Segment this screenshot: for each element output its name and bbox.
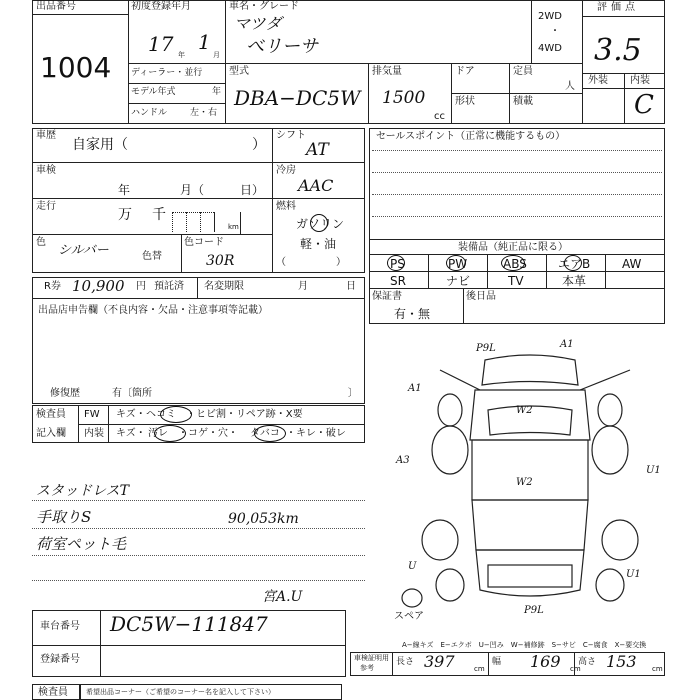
score-value: 3.5 bbox=[594, 33, 642, 68]
length-value: 397 bbox=[424, 652, 455, 671]
height-value: 153 bbox=[606, 652, 637, 671]
lot-number-label: 出品番号 bbox=[36, 1, 76, 12]
drive-dot: ・ bbox=[550, 26, 560, 37]
inspector-interior-item-3: ・コゲ・穴・ bbox=[178, 428, 238, 439]
displacement-unit: cc bbox=[434, 111, 445, 122]
score-label: 評価点 bbox=[597, 2, 639, 13]
sales-points-label: セールスポイント（正常に機能するもの） bbox=[376, 131, 566, 142]
history-label: 車歴 bbox=[36, 130, 56, 141]
name-change-day: 日 bbox=[346, 281, 356, 292]
equipment-label: 装備品（純正品に限る） bbox=[458, 242, 568, 253]
repair-value: 有〔箇所 bbox=[112, 388, 152, 399]
width-unit: cm bbox=[570, 665, 581, 673]
inspector-interior-item-5: ・キレ・破レ bbox=[286, 428, 346, 439]
length-label: 長さ bbox=[396, 657, 415, 667]
inspector-label-1: 検査員 bbox=[36, 409, 66, 420]
name-change-label: 名変期限 bbox=[204, 281, 244, 292]
ac-label: 冷房 bbox=[276, 165, 296, 176]
sales-points-box bbox=[369, 128, 665, 240]
mark-bottom-u1: U1 bbox=[626, 569, 641, 580]
mileage-label: 走行 bbox=[36, 201, 56, 212]
mark-top-right: A1 bbox=[560, 339, 574, 350]
recycle-unit: 円 bbox=[136, 281, 146, 292]
registration-number-label: 登録番号 bbox=[40, 654, 80, 665]
shift-label: シフト bbox=[276, 130, 306, 141]
history-box bbox=[32, 128, 273, 163]
footer-corner-label: 希望出品コーナー（ご希望のコーナー名を記入して下さい） bbox=[86, 688, 275, 696]
equipment-navi: ナビ bbox=[446, 274, 471, 288]
recycle-prefix: R券 bbox=[44, 281, 61, 292]
equipment-airbag: エアB bbox=[558, 257, 591, 271]
inspector-label-2: 記入欄 bbox=[36, 428, 66, 439]
inspection-month: 月（ bbox=[180, 183, 205, 197]
inspector-interior: 内装 bbox=[84, 428, 104, 439]
registration-year-value: 17 bbox=[148, 32, 174, 56]
equipment-tv: TV bbox=[508, 274, 524, 288]
name-change-month: 月 bbox=[298, 281, 308, 292]
declaration-label: 出品店申告欄（不良内容・欠品・注意事項等記載） bbox=[38, 305, 268, 316]
dimensions-label-1: 車検証明用 bbox=[354, 654, 389, 662]
shape-label: 形状 bbox=[455, 96, 475, 107]
equipment-sr: SR bbox=[390, 274, 406, 288]
handle-options: 左・右 bbox=[190, 108, 218, 118]
repair-close: 〕 bbox=[348, 388, 358, 399]
inspector-fw-item-1: キズ・ bbox=[116, 409, 146, 420]
damage-legend: A−線キズ E−エクボ U−凹み W−補修跡 S−サビ C−腐食 X−要交換 bbox=[402, 641, 647, 649]
ac-value: AAC bbox=[298, 176, 334, 195]
warranty-label: 保証書 bbox=[372, 291, 402, 302]
mileage-man: 万 bbox=[118, 207, 132, 223]
dimensions-label-2: 参考 bbox=[360, 664, 374, 672]
drive-4wd: 4WD bbox=[538, 43, 562, 54]
later-items-label: 後日品 bbox=[466, 291, 496, 302]
equipment-ps: PS bbox=[390, 257, 405, 271]
handle-label: ハンドル bbox=[131, 108, 168, 118]
model-year-label: モデル年式 bbox=[131, 87, 176, 97]
note-sign: 宮A.U bbox=[262, 589, 303, 605]
registration-month-value: 1 bbox=[198, 30, 211, 54]
mark-bottom-u: U bbox=[408, 561, 417, 572]
model-value: DBA−DC5W bbox=[234, 86, 361, 110]
width-label: 幅 bbox=[492, 657, 502, 667]
footer-inspector-label: 検査員 bbox=[38, 687, 68, 698]
note-mileage: 90,053km bbox=[228, 511, 299, 527]
chassis-value: DC5W−111847 bbox=[110, 612, 268, 636]
equipment-leather: 本革 bbox=[562, 274, 587, 288]
equipment-pw: PW bbox=[448, 257, 468, 271]
inspector-interior-item-4: タバコ bbox=[250, 428, 280, 439]
inspector-interior-item-2: 汚レ bbox=[148, 428, 168, 439]
registration-label: 初度登録年月 bbox=[131, 1, 191, 12]
spare-label: スペア bbox=[394, 611, 424, 622]
color-label: 色 bbox=[36, 237, 46, 248]
mark-top-left: P9L bbox=[476, 343, 496, 354]
inspection-day: 日） bbox=[240, 183, 265, 197]
note-line-1: スタッドレスT bbox=[36, 483, 129, 499]
mark-left-a1: A1 bbox=[408, 383, 422, 394]
registration-month-unit: 月 bbox=[213, 51, 220, 59]
note-line-3: 荷室ペット毛 bbox=[36, 535, 127, 553]
history-close: ） bbox=[252, 137, 266, 153]
color-change: 色替 bbox=[142, 251, 162, 262]
car-name-line2: べリーサ bbox=[246, 36, 318, 57]
car-name-line1: マツダ bbox=[234, 14, 282, 33]
mark-w2-mid: W2 bbox=[516, 477, 533, 488]
mileage-sen: 千 bbox=[152, 207, 166, 223]
equipment-aw: AW bbox=[622, 257, 642, 271]
height-unit: cm bbox=[652, 665, 663, 673]
color-code-label: 色コード bbox=[184, 237, 224, 248]
color-code-value: 30R bbox=[206, 253, 235, 269]
drive-2wd: 2WD bbox=[538, 11, 562, 22]
doors-label: ドア bbox=[455, 66, 475, 77]
mark-right-u1: U1 bbox=[646, 465, 661, 476]
displacement-value: 1500 bbox=[382, 88, 426, 108]
recycle-deposit: 預託済 bbox=[154, 281, 184, 292]
fuel-label: 燃料 bbox=[276, 201, 296, 212]
fuel-gasoline: ガソリン bbox=[296, 217, 345, 231]
chassis-label: 車台番号 bbox=[40, 621, 80, 632]
capacity-unit: 人 bbox=[565, 81, 575, 92]
score-interior-value: C bbox=[634, 90, 654, 120]
fuel-light-oil: 軽・油 bbox=[300, 237, 337, 251]
registration-year-unit: 年 bbox=[178, 51, 185, 59]
score-interior-label: 内装 bbox=[630, 75, 650, 86]
history-value: 自家用（ bbox=[72, 137, 128, 153]
shift-value: AT bbox=[306, 140, 329, 160]
inspector-fw-item-3: ・ヒビ割・リペア跡・X要 bbox=[186, 409, 303, 420]
displacement-label: 排気量 bbox=[372, 66, 402, 77]
lot-number-value: 1004 bbox=[40, 51, 112, 84]
equipment-abs: ABS bbox=[503, 257, 527, 271]
mileage-unit: km bbox=[228, 223, 239, 231]
inspection-box bbox=[32, 162, 273, 199]
fuel-paren: （ ） bbox=[276, 257, 346, 268]
warranty-options: 有・無 bbox=[394, 307, 431, 321]
score-exterior-label: 外装 bbox=[588, 75, 608, 86]
height-label: 高さ bbox=[578, 657, 597, 667]
dealer-label: ディーラー・並行 bbox=[131, 68, 203, 78]
width-value: 169 bbox=[530, 652, 561, 671]
repair-label: 修復歴 bbox=[50, 388, 80, 399]
load-label: 積載 bbox=[513, 96, 533, 107]
mark-bottom-p9l: P9L bbox=[524, 605, 544, 616]
fuel-gasoline-circle bbox=[310, 214, 328, 232]
length-unit: cm bbox=[474, 665, 485, 673]
inspection-label: 車検 bbox=[36, 165, 56, 176]
inspection-year: 年 bbox=[118, 183, 131, 197]
model-label: 型式 bbox=[229, 66, 249, 77]
color-value: シルバー bbox=[58, 243, 109, 258]
car-name-label: 車名・グレード bbox=[229, 1, 299, 12]
note-line-2: 手取りS bbox=[36, 508, 92, 526]
inspector-fw-item-2: ヘコミ bbox=[146, 409, 176, 420]
mark-left-a3: A3 bbox=[396, 455, 410, 466]
mark-w2-top: W2 bbox=[516, 405, 533, 416]
capacity-label: 定員 bbox=[513, 66, 533, 77]
recycle-amount: 10,900 bbox=[72, 277, 125, 295]
model-year-unit: 年 bbox=[212, 87, 222, 97]
inspector-fw: FW bbox=[84, 409, 100, 420]
inspector-interior-item-1: キズ・ bbox=[116, 428, 146, 439]
